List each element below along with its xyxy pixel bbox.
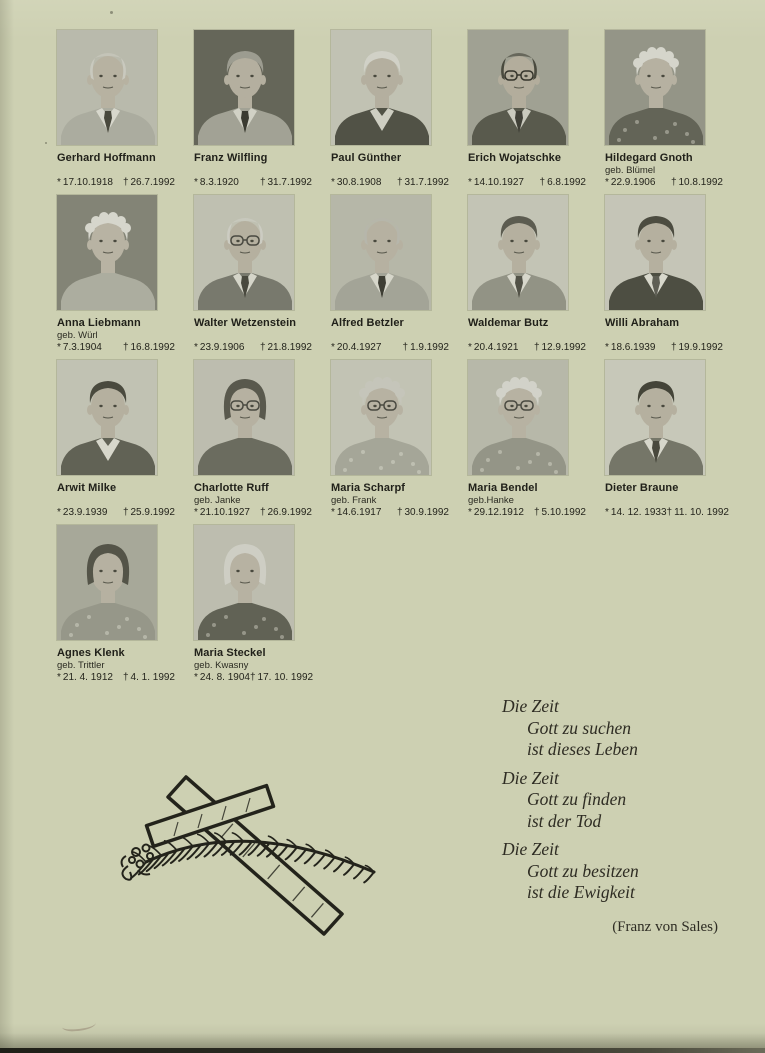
memorial-entry: [57, 30, 179, 195]
death-date-value: 11. 10. 1992: [674, 507, 729, 518]
death-date-value: 31.7.1992: [404, 177, 449, 188]
poem-attribution: (Franz von Sales): [612, 918, 718, 935]
person-name: Arwit Milke: [57, 482, 117, 494]
life-dates: [331, 507, 449, 518]
portrait-photo: [57, 30, 157, 145]
birth-date-value: 23.9.1939: [62, 507, 108, 518]
life-dates: [331, 342, 449, 353]
paper-smudge: [62, 1018, 97, 1032]
memorial-entry: [605, 30, 727, 195]
birth-date-value: 21. 4. 1912: [62, 672, 113, 683]
memorial-entry: [331, 360, 453, 525]
born-symbol: *: [194, 177, 198, 188]
died-symbol: †: [122, 342, 129, 353]
died-symbol: †: [259, 177, 266, 188]
memorial-entry: [194, 525, 316, 690]
memorial-entry: [57, 195, 179, 360]
life-dates: [194, 672, 312, 683]
person-name: Agnes Klenk: [57, 647, 125, 659]
portrait-image: [468, 30, 568, 145]
maiden-name: geb. Würl: [57, 330, 98, 341]
death-date: [540, 177, 587, 188]
life-dates: [57, 177, 175, 188]
portrait-photo: [57, 195, 157, 310]
died-symbol: †: [670, 342, 677, 353]
birth-date-value: 21.10.1927: [199, 507, 250, 518]
born-symbol: *: [57, 672, 61, 683]
memorial-entry: [331, 30, 453, 195]
memorial-entry: [468, 30, 590, 195]
portrait-photo: [468, 360, 568, 475]
born-symbol: *: [468, 177, 472, 188]
death-date: [534, 342, 586, 353]
portrait-photo: [57, 525, 157, 640]
portrait-image: [57, 30, 157, 145]
birth-date: [331, 342, 381, 353]
born-symbol: *: [468, 507, 472, 518]
portrait-image: [57, 360, 157, 475]
portrait-photo: [57, 360, 157, 475]
maiden-name: geb.Hanke: [468, 495, 514, 506]
death-date-value: 6.8.1992: [547, 177, 586, 188]
birth-date: [194, 507, 250, 518]
portrait-image: [57, 195, 157, 310]
death-date: [397, 507, 449, 518]
maiden-name: [331, 330, 453, 341]
person-name: Erich Wojatschke: [468, 152, 562, 164]
maiden-name: [468, 165, 590, 176]
birth-date: [194, 672, 250, 683]
person-name: Hildegard Gnoth: [605, 152, 693, 164]
died-symbol: †: [259, 507, 266, 518]
death-date: [534, 507, 586, 518]
portrait-image: [468, 195, 568, 310]
maiden-name: [57, 165, 179, 176]
death-date: [260, 177, 312, 188]
born-symbol: *: [57, 507, 61, 518]
poem-stanza: [502, 696, 718, 761]
death-date-value: 12.9.1992: [541, 342, 586, 353]
death-date-value: 17. 10. 1992: [257, 672, 314, 683]
portrait-photo: [468, 30, 568, 145]
death-date: [403, 342, 450, 353]
portrait-photo: [194, 525, 294, 640]
died-symbol: †: [122, 672, 129, 683]
death-date: [123, 507, 175, 518]
portrait-image: [605, 195, 705, 310]
page-bottom-shadow: [0, 1033, 765, 1049]
birth-date: [331, 507, 381, 518]
portrait-image: [605, 30, 705, 145]
birth-date-value: 23.9.1906: [199, 342, 245, 353]
life-dates: [194, 177, 312, 188]
scan-edge: [0, 1048, 765, 1053]
maiden-name: [605, 495, 727, 506]
born-symbol: *: [331, 507, 335, 518]
portrait-photo: [194, 30, 294, 145]
life-dates: [468, 177, 586, 188]
birth-date: [468, 342, 518, 353]
memorial-entry: [605, 195, 727, 360]
died-symbol: †: [396, 507, 403, 518]
portrait-photo: [605, 360, 705, 475]
maiden-name: geb. Frank: [331, 495, 377, 506]
death-date-value: 31.7.1992: [267, 177, 312, 188]
birth-date-value: 7.3.1904: [62, 342, 102, 353]
poem-stanza: [502, 839, 718, 904]
life-dates: [194, 507, 312, 518]
death-date: [667, 507, 729, 518]
life-dates: [194, 342, 312, 353]
portrait-photo: [331, 195, 431, 310]
death-date: [123, 672, 175, 683]
born-symbol: *: [331, 177, 335, 188]
birth-date: [57, 672, 113, 683]
poem-line: Gott zu suchen: [527, 717, 632, 738]
memorial-entry: [57, 525, 179, 690]
born-symbol: *: [57, 342, 61, 353]
poem-line: ist dieses Leben: [527, 739, 638, 759]
died-symbol: †: [122, 507, 129, 518]
born-symbol: *: [605, 342, 609, 353]
maiden-name: geb. Blümel: [605, 165, 656, 176]
birth-date: [194, 177, 239, 188]
death-date: [123, 342, 175, 353]
birth-date-value: 8.3.1920: [199, 177, 239, 188]
birth-date-value: 30.8.1908: [336, 177, 382, 188]
death-date-value: 16.8.1992: [130, 342, 175, 353]
life-dates: [57, 342, 175, 353]
died-symbol: †: [259, 342, 266, 353]
birth-date: [57, 177, 113, 188]
person-name: Maria Steckel: [194, 647, 266, 659]
died-symbol: †: [670, 177, 677, 188]
person-name: Maria Scharpf: [331, 482, 406, 494]
maiden-name: geb. Kwasny: [194, 660, 249, 671]
maiden-name: [57, 495, 179, 506]
birth-date: [57, 342, 102, 353]
life-dates: [605, 507, 729, 518]
poem-line: ist der Tod: [527, 810, 602, 831]
born-symbol: *: [605, 507, 609, 518]
born-symbol: *: [605, 177, 609, 188]
death-date-value: 26.9.1992: [267, 507, 312, 518]
poem: [502, 696, 718, 936]
death-date: [260, 507, 312, 518]
portrait-photo: [331, 360, 431, 475]
death-date: [260, 342, 312, 353]
birth-date: [194, 342, 244, 353]
death-date: [671, 342, 723, 353]
death-date-value: 21.8.1992: [267, 342, 312, 353]
birth-date: [605, 342, 655, 353]
death-date-value: 10.8.1992: [678, 177, 723, 188]
memorial-entry: [468, 195, 590, 360]
portrait-image: [468, 360, 568, 475]
poem-line: Die Zeit: [502, 767, 559, 788]
memorial-entry: [194, 195, 316, 360]
died-symbol: †: [249, 672, 256, 683]
birth-date-value: 18.6.1939: [610, 342, 656, 353]
person-name: Alfred Betzler: [331, 317, 404, 329]
maiden-name: [331, 165, 453, 176]
birth-date: [468, 507, 524, 518]
memorial-entry: [605, 360, 727, 525]
person-name: Gerhard Hoffmann: [57, 152, 156, 164]
portrait-photo: [331, 30, 431, 145]
paper-speck: [110, 11, 113, 14]
death-date-value: 4. 1. 1992: [130, 672, 175, 683]
maiden-name: geb. Janke: [194, 495, 241, 506]
poem-line: ist die Ewigkeit: [527, 882, 635, 902]
death-date-value: 1.9.1992: [410, 342, 449, 353]
paper-speck: [45, 142, 47, 144]
died-symbol: †: [402, 342, 409, 353]
portrait-photo: [194, 195, 294, 310]
portrait-image: [57, 525, 157, 640]
maiden-name: [194, 330, 316, 341]
poem-line: Die Zeit: [502, 696, 559, 716]
died-symbol: †: [533, 342, 540, 353]
death-date: [397, 177, 449, 188]
memorial-entry: [331, 195, 453, 360]
maiden-name: [194, 165, 316, 176]
portrait-image: [331, 195, 431, 310]
maiden-name: [605, 330, 727, 341]
memorial-entry: [57, 360, 179, 525]
person-name: Walter Wetzenstein: [194, 317, 297, 329]
person-name: Maria Bendel: [468, 482, 538, 494]
life-dates: [57, 507, 175, 518]
birth-date-value: 24. 8. 1904: [199, 672, 250, 683]
born-symbol: *: [331, 342, 335, 353]
cross-palm-drawing: [112, 760, 392, 945]
death-date-value: 30.9.1992: [404, 507, 449, 518]
birth-date-value: 14.6.1917: [336, 507, 382, 518]
birth-date-value: 29.12.1912: [473, 507, 524, 518]
person-name: Anna Liebmann: [57, 317, 141, 329]
born-symbol: *: [194, 342, 198, 353]
birth-date-value: 22.9.1906: [610, 177, 656, 188]
life-dates: [468, 342, 586, 353]
birth-date-value: 17.10.1918: [62, 177, 113, 188]
portrait-photo: [605, 30, 705, 145]
portrait-image: [194, 360, 294, 475]
poem-stanza: [502, 768, 718, 833]
died-symbol: †: [666, 507, 673, 518]
portrait-image: [194, 30, 294, 145]
birth-date: [605, 507, 667, 518]
born-symbol: *: [194, 507, 198, 518]
death-date-value: 26.7.1992: [130, 177, 175, 188]
portrait-image: [331, 360, 431, 475]
portrait-photo: [605, 195, 705, 310]
life-dates: [605, 342, 723, 353]
died-symbol: †: [396, 177, 403, 188]
photo-grid: [57, 30, 727, 690]
birth-date: [57, 507, 107, 518]
person-name: Dieter Braune: [605, 482, 679, 494]
portrait-photo: [194, 360, 294, 475]
life-dates: [331, 177, 449, 188]
death-date: [250, 672, 313, 683]
birth-date-value: 14.10.1927: [473, 177, 524, 188]
portrait-image: [331, 30, 431, 145]
birth-date: [468, 177, 524, 188]
maiden-name: geb. Trittler: [57, 660, 105, 671]
life-dates: [468, 507, 586, 518]
born-symbol: *: [57, 177, 61, 188]
poem-line: Die Zeit: [502, 839, 559, 859]
maiden-name: [468, 330, 590, 341]
person-name: Franz Wilfling: [194, 152, 268, 164]
birth-date-value: 14. 12. 1933: [610, 507, 667, 518]
cross-palm-illustration: [112, 760, 392, 945]
death-date-value: 19.9.1992: [678, 342, 723, 353]
person-name: Waldemar Butz: [468, 317, 549, 329]
born-symbol: *: [194, 672, 198, 683]
born-symbol: *: [468, 342, 472, 353]
birth-date: [331, 177, 381, 188]
poem-line: Gott zu besitzen: [527, 860, 639, 881]
death-date-value: 5.10.1992: [541, 507, 586, 518]
died-symbol: †: [539, 177, 546, 188]
life-dates: [57, 672, 175, 683]
person-name: Charlotte Ruff: [194, 482, 269, 494]
memorial-entry: [468, 360, 590, 525]
birth-date-value: 20.4.1921: [473, 342, 519, 353]
person-name: Paul Günther: [331, 152, 402, 164]
death-date-value: 25.9.1992: [130, 507, 175, 518]
death-date: [123, 177, 175, 188]
memorial-entry: [194, 360, 316, 525]
portrait-photo: [468, 195, 568, 310]
died-symbol: †: [533, 507, 540, 518]
memorial-entry: [194, 30, 316, 195]
life-dates: [605, 177, 723, 188]
portrait-image: [194, 195, 294, 310]
death-date: [671, 177, 723, 188]
died-symbol: †: [122, 177, 129, 188]
birth-date: [605, 177, 655, 188]
birth-date-value: 20.4.1927: [336, 342, 382, 353]
portrait-image: [605, 360, 705, 475]
person-name: Willi Abraham: [605, 317, 680, 329]
portrait-image: [194, 525, 294, 640]
poem-line: Gott zu finden: [527, 789, 627, 809]
